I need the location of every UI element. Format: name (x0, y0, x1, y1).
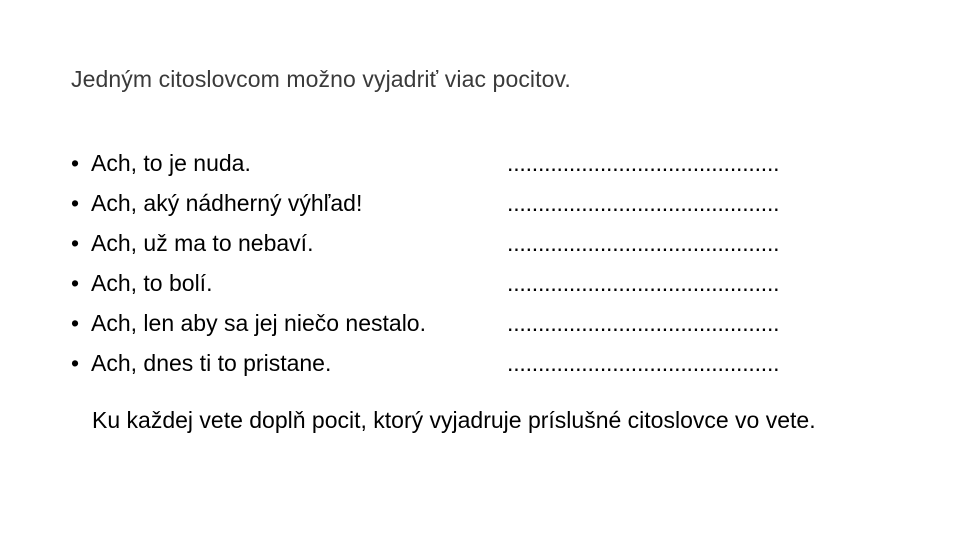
list-item (71, 306, 426, 346)
bullet-icon: • (71, 350, 80, 376)
sentence-text: Ach, dnes ti to pristane. (91, 350, 332, 376)
answer-blank: ............................................ (507, 350, 780, 376)
sentence-text: Ach, len aby sa jej niečo nestalo. (91, 310, 426, 336)
answer-blank: ............................................ (507, 150, 780, 176)
sentence-list (71, 146, 426, 386)
answer-blank-list (507, 146, 779, 386)
sentence-text: Ach, už ma to nebaví. (91, 230, 314, 256)
sentence-text: Ach, aký nádherný výhľad! (91, 190, 363, 216)
bullet-icon: • (71, 310, 80, 336)
page-title: Jedným citoslovcom možno vyjadriť viac pocitov. (71, 66, 571, 92)
answer-blank: ............................................ (507, 310, 780, 336)
bullet-icon: • (71, 150, 80, 176)
sentence-text: Ach, to je nuda. (91, 150, 251, 176)
answer-blank: ............................................ (507, 270, 780, 296)
bullet-icon: • (71, 230, 80, 256)
list-item (71, 186, 426, 226)
list-item (71, 266, 426, 306)
answer-blank: ............................................ (507, 190, 780, 216)
instruction-text: Ku každej vete doplň pocit, ktorý vyjadruje príslušné citoslovce vo vete. (92, 407, 816, 433)
list-item (71, 146, 426, 186)
bullet-icon: • (71, 270, 80, 296)
bullet-icon: • (71, 190, 80, 216)
sentence-text: Ach, to bolí. (91, 270, 213, 296)
list-item (71, 226, 426, 266)
list-item (71, 346, 426, 386)
answer-blank: ............................................ (507, 230, 780, 256)
